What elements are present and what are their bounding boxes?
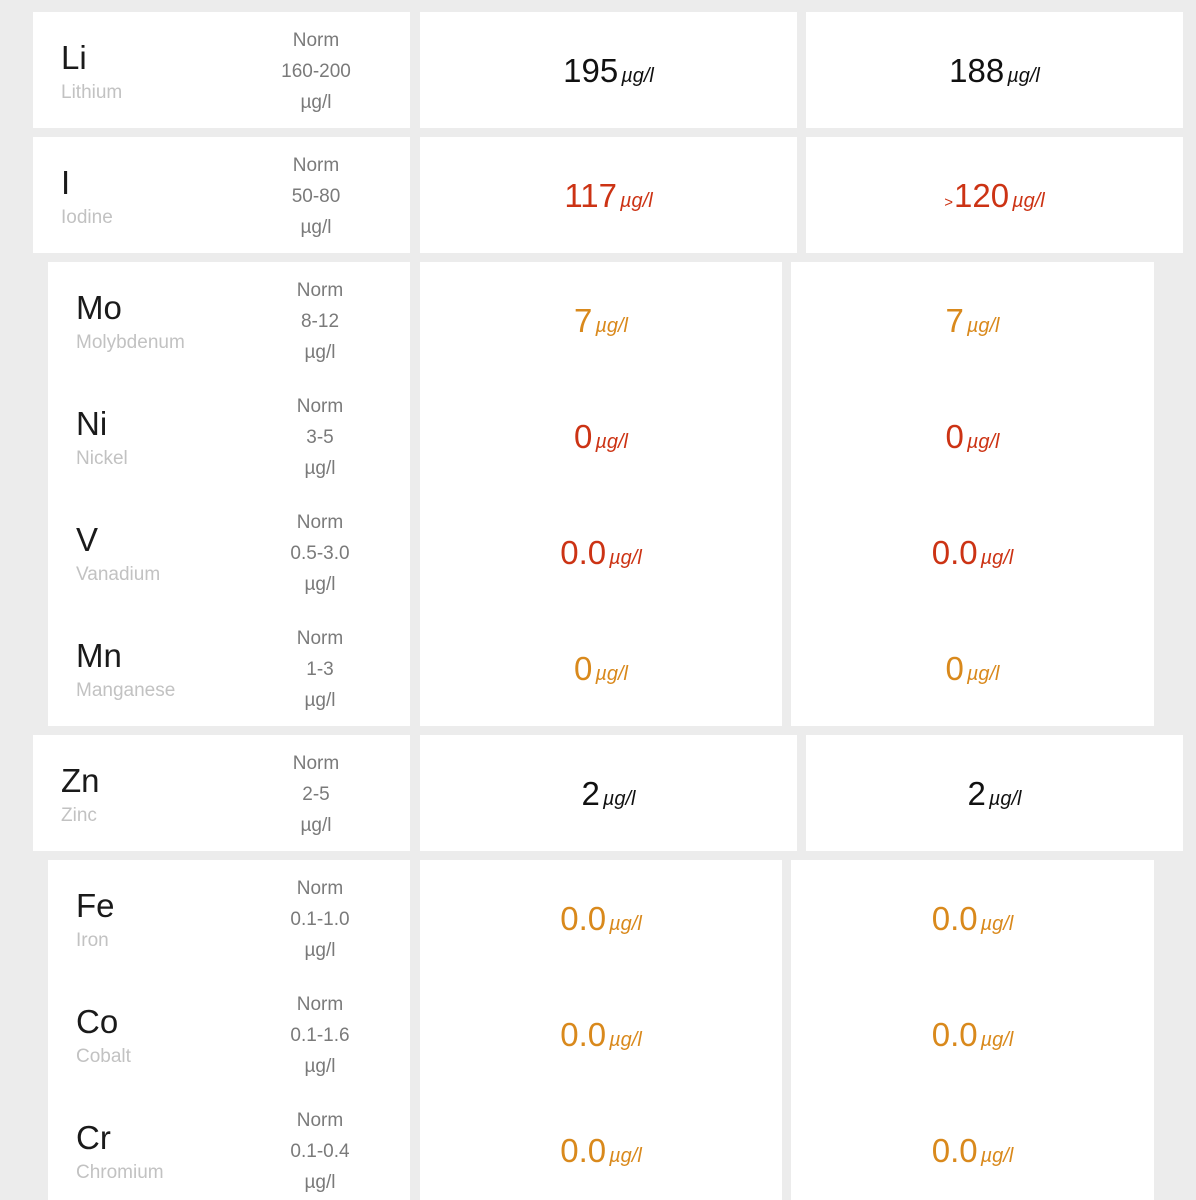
norm-label: Norm [296,994,344,1015]
norm-range [256,748,376,841]
result-unit: µg/l [1007,65,1040,87]
result-value [806,54,1183,87]
element-symbol: Mo [76,289,122,326]
result-value [420,1018,782,1051]
result-card-1 [420,262,782,726]
norm-label: Norm [292,753,340,774]
result-unit: µg/l [980,1145,1014,1167]
result-number: 0 [945,650,964,687]
result-card-2 [806,735,1183,851]
result-unit: µg/l [966,315,1000,337]
element-symbol: V [76,521,99,558]
norm-label: Norm [292,30,340,51]
result-card-1 [420,12,797,128]
result-number: 0.0 [931,1016,978,1053]
norm-label: Norm [296,512,344,533]
norm-value: 2-5 [302,784,330,805]
result-number: 0.0 [931,1132,978,1169]
result-card-2 [806,137,1183,253]
result-value [791,902,1154,935]
result-value [791,420,1154,453]
greater-than-sign: > [944,194,954,211]
result-value [420,652,782,685]
result-number: 7 [945,302,964,339]
result-value [791,1018,1154,1051]
element-symbol: Cr [76,1119,111,1156]
norm-range [256,150,376,243]
norm-value: 0.5-3.0 [290,543,350,564]
norm-unit: µg/l [300,217,332,238]
result-unit: µg/l [595,315,628,337]
result-unit: µg/l [609,913,642,935]
result-number: 0.0 [560,534,607,571]
norm-unit: µg/l [300,92,332,113]
element-name: Zinc [61,805,97,826]
norm-value: 50-80 [291,186,341,207]
element-card [48,262,410,726]
element-name: Iodine [61,207,113,228]
result-unit: µg/l [988,788,1022,810]
norm-unit: µg/l [304,690,336,711]
result-unit: µg/l [609,1029,642,1051]
norm-range [260,873,380,966]
result-card-2 [791,262,1154,726]
result-number: 7 [573,302,593,339]
result-number: 0.0 [560,1016,607,1053]
norm-label: Norm [296,1110,344,1131]
result-value [420,54,797,87]
result-number: 0 [573,418,593,455]
element-symbol: Li [61,39,87,76]
result-number: 0.0 [560,900,607,937]
result-card-1 [420,137,797,253]
element-name: Lithium [61,82,123,103]
result-number: 0.0 [931,534,978,571]
result-card-1 [420,860,782,1200]
result-value [420,777,797,810]
result-unit: µg/l [595,663,628,685]
element-card [48,860,410,1200]
result-number: 117 [564,177,617,214]
result-unit: µg/l [595,431,628,453]
element-name: Manganese [76,680,176,701]
element-symbol: Ni [76,405,108,442]
result-number: 120 [954,177,1010,214]
norm-unit: µg/l [304,1172,336,1193]
norm-value: 0.1-1.6 [290,1025,350,1046]
norm-value: 160-200 [281,61,351,82]
norm-unit: µg/l [304,342,336,363]
element-card [33,735,410,851]
result-card-2 [791,860,1154,1200]
result-unit: µg/l [609,1145,642,1167]
element-symbol: Fe [76,887,115,924]
result-number: 0.0 [931,900,978,937]
element-name: Vanadium [76,564,161,585]
result-value [420,536,782,569]
result-unit: µg/l [980,547,1014,569]
element-symbol: Zn [61,762,100,799]
result-unit: µg/l [980,913,1014,935]
norm-range [260,623,380,716]
norm-range [260,1105,380,1198]
norm-range [260,989,380,1082]
result-unit: µg/l [966,663,1000,685]
result-unit: µg/l [1012,190,1045,212]
norm-range [260,275,380,368]
result-value [791,536,1154,569]
result-number: 0.0 [560,1132,607,1169]
norm-value: 0.1-1.0 [290,909,350,930]
result-card-2 [806,12,1183,128]
result-number: 0 [573,650,593,687]
norm-value: 3-5 [306,427,334,448]
norm-unit: µg/l [304,574,336,595]
element-name: Cobalt [76,1046,131,1067]
result-value [420,420,782,453]
element-name: Iron [76,930,109,951]
norm-range [260,391,380,484]
result-number: 0 [945,418,964,455]
result-unit: µg/l [609,547,642,569]
result-unit: µg/l [966,431,1000,453]
element-symbol: Co [76,1003,119,1040]
norm-label: Norm [296,396,344,417]
result-unit: µg/l [602,788,636,810]
norm-unit: µg/l [304,940,336,961]
result-number: 2 [967,775,986,812]
norm-unit: µg/l [304,1056,336,1077]
norm-unit: µg/l [300,815,332,836]
element-symbol: I [61,164,71,201]
result-value [420,1134,782,1167]
norm-label: Norm [296,878,344,899]
norm-value: 8-12 [300,311,340,332]
norm-label: Norm [296,628,344,649]
result-number: 2 [581,775,600,812]
result-value [420,304,782,337]
norm-value: 0.1-0.4 [290,1141,350,1162]
element-symbol: Mn [76,637,122,674]
norm-label: Norm [292,155,340,176]
result-unit: µg/l [619,190,653,212]
result-value [420,179,797,212]
result-unit: µg/l [621,65,654,87]
element-name: Nickel [76,448,128,469]
result-number: 188 [949,52,1005,89]
element-name: Molybdenum [76,332,185,353]
result-value [806,777,1183,810]
result-value [420,902,782,935]
result-value [791,1134,1154,1167]
result-number: 195 [563,52,619,89]
norm-range [260,507,380,600]
norm-label: Norm [296,280,344,301]
element-card [33,137,410,253]
result-value [791,652,1154,685]
result-card-1 [420,735,797,851]
result-value [791,304,1154,337]
element-name: Chromium [76,1162,164,1183]
element-card [33,12,410,128]
norm-value: 1-3 [306,659,334,680]
result-value [806,179,1183,212]
norm-range [256,25,376,118]
norm-unit: µg/l [304,458,336,479]
result-unit: µg/l [980,1029,1014,1051]
